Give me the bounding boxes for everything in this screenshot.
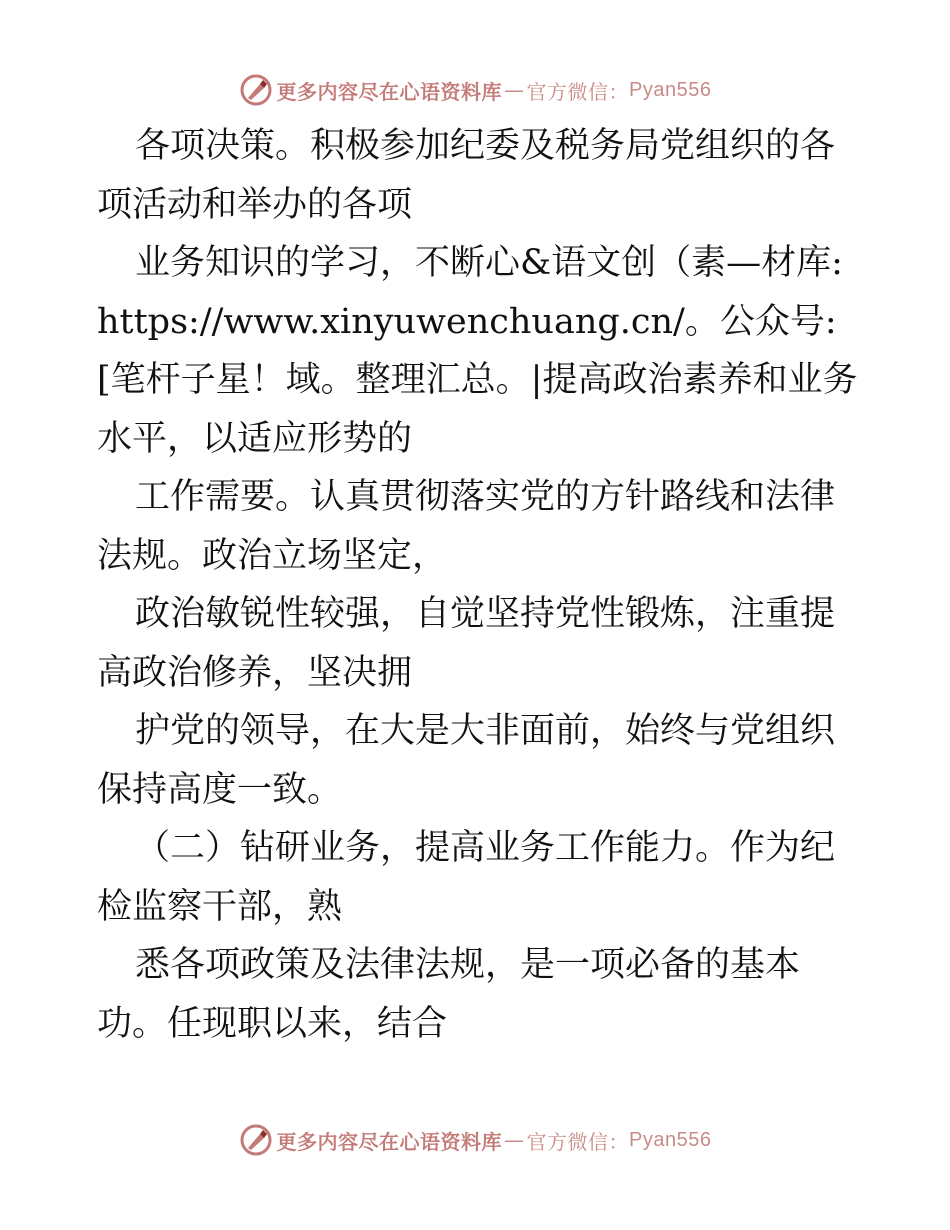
banner-main-text: 更多内容尽在心语资料库 [276, 1129, 503, 1154]
pen-nib-icon [239, 1123, 273, 1157]
paragraph: 悉各项政策及法律法规，是一项必备的基本功。任现职以来，结合 [97, 945, 801, 1044]
paragraph: 各项决策。积极参加纪委及税务局党组织的各项活动和举办的各项 [97, 126, 836, 225]
paragraph: 业务知识的学习，不断心&语文创（素—材库: https://www.xinyuwenchuang.cn/。公众号: [笔杆子星！域。整理汇总。|提高政治素养和业务水平，以适应形势的 [97, 243, 858, 459]
banner-wechat-label: 官方微信： [526, 79, 630, 104]
banner-separator: — [504, 1128, 525, 1152]
paragraph: 政治敏锐性较强，自觉坚持党性锻炼，注重提高政治修养，坚决拥 [97, 594, 836, 693]
footer-banner [0, 1120, 950, 1160]
paragraph: 工作需要。认真贯彻落实党的方针路线和法律法规。政治立场坚定， [97, 477, 836, 576]
paragraph: （二）钻研业务，提高业务工作能力。作为纪检监察干部，熟 [97, 828, 836, 927]
banner-wechat-id: Pyan556 [629, 78, 712, 101]
banner-separator: — [504, 78, 525, 102]
banner-wechat-id: Pyan556 [629, 1128, 712, 1151]
pen-nib-icon [239, 73, 273, 107]
paragraph: 护党的领导，在大是大非面前，始终与党组织保持高度一致。 [97, 711, 836, 810]
header-banner [0, 70, 950, 110]
document-body [97, 117, 867, 1053]
banner-wechat-label: 官方微信： [526, 1129, 630, 1154]
banner-main-text: 更多内容尽在心语资料库 [276, 79, 503, 104]
